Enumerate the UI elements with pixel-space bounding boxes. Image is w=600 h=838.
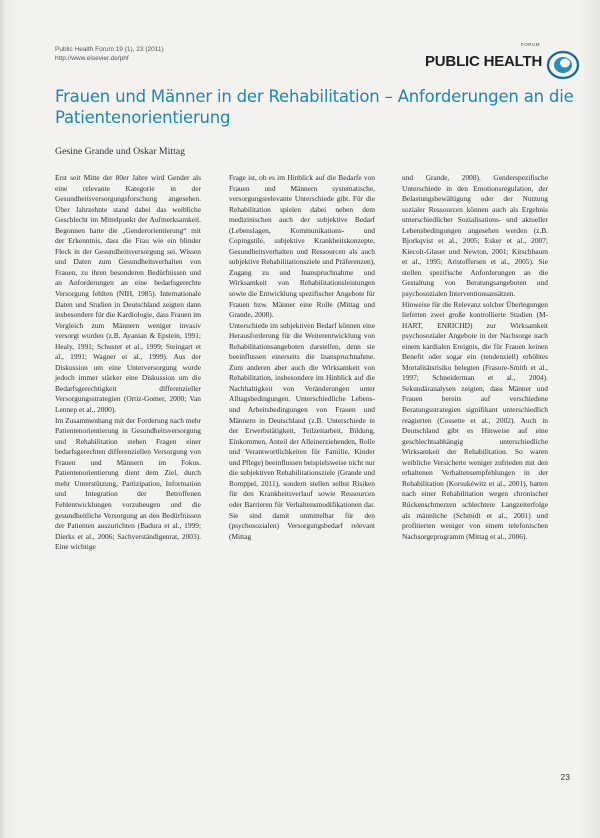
article-authors: Gesine Grande und Oskar Mittag [55, 146, 186, 157]
article-title: Frauen und Männer in der Rehabilitation – Anforderungen an die Patientenorientierung [55, 87, 574, 127]
paragraph: Erst seit Mitte der 80er Jahre wird Gender als eine relevante Kategorie in der Gesundheitsversorgungsforschung angesehen. Über Jahrzehnte stand dabei das weibliche Geschlecht im Mittelpunkt der Aufmerksamkeit. Begonnen hatte die „Genderorientierung“ mit der Erkenntnis, dass die Frau wie ein blinder Fleck in der Gesundheitsversorgung sei. Wissen und Daten zum Gesundheitsverhalten von Frauen, zu ihren besonderen Bedürfnissen und an Anforderungen an eine bedarfsgerechte Versorgung fehlten (NIH, 1985). Internationale Daten und Studien in Deutschland zeigten dann insbesondere für die Kardiologie, dass Frauen im Vergleich zum Männern weniger invasiv versorgt wurden (z.B. Ayanian & Epstein, 1991; Healy, 1991; Schuster et al., 1999; Steingart et al., 1991; Wagner et al., 1999). Aus der Diskussion um eine Unterversorgung wurde jedoch immer stärker eine Diskussion um die Bedarfsgerechtigkeit differenzieller Versorgungsstrategien (Ortiz-Gomer, 2000; Van Lennep et al., 2000). [55, 173, 201, 415]
page-number: 23 [560, 772, 570, 782]
paragraph: Hinweise für die Relevanz solcher Überlegungen lieferten zwei große kontrollierte Studien (M-HART, ENRICHD) zur Wirksamkeit psychosozialer Angebote in der Nachsorge nach einem kardialen Ereignis, die für Frauen keinen Benefit oder sogar ein (tendenziell) erhöhtes Mortalitätsrisiko belegten (Frasure-Smith et al., 1997; Schneiderman et al., 2004). Sekundäranalysen zeigten, dass Männer und Frauen bereits auf verschiedene Beratungsstrategien signifikant unterschiedlich reagierten (Cossette et al., 2002). Auch in Deutschland gibt es Hinweise auf eine geschlechtsabhängig unterschiedliche Wirksamkeit der Rehabilitation. So waren weibliche Versicherte weniger zufrieden mit den erhaltenen Verhaltensempfehlungen in der Rehabilitation (Korsukéwitz et al., 2001), hatten nach einer Rehabilitation wegen chronischer Rückenschmerzen schlechtere Langzeiterfolge als männliche (Schmidt et al., 2001) und profitierten weniger von einem telefonischen Nachsorgeprogramm (Mittag et al., 2006). [402, 299, 548, 541]
journal-citation: Public Health Forum 19 (1), 23 (2011) [55, 46, 164, 53]
public-health-logo-icon [546, 50, 580, 80]
text-column-2 [229, 173, 375, 542]
paragraph: Im Zusammenhang mit der Forderung nach mehr Patientenorientierung in Gesundheitsversorgung und Rehabilitation stehen Fragen einer bedarfsgerechten differenziellen Versorgung von Frauen und Männern im Fokus. Patientenorientierung dient dem Ziel, durch mehr Unterstützung, Partizipation, Information und Integration der Betroffenen Fehlentwicklungen vorzubeugen und die gesundheitliche Versorgung an den Bedürfnissen der Patienten auszurichten (Badura et al., 1999; Dierks et al., 2006; Sachverständigenrat, 2003). Eine wichtige [55, 415, 201, 552]
journal-brand [405, 38, 580, 82]
brand-forum-label: FORUM [521, 42, 540, 47]
text-column-3 [402, 173, 548, 542]
paragraph: Unterschiede im subjektiven Bedarf können eine Herausforderung für die Weiterentwicklung von Rehabilitationsangeboten darstellen, denn sie beeinflussen einerseits die Inanspruchnahme. Zum anderen aber auch die Wirksamkeit von Rehabilitation, insbesondere im Hinblick auf die Nachhaltigkeit von Veränderungen unter Alltagsbedingungen. Unterschiedliche Lebens- und Arbeitsbedingungen von Frauen und Männern in Deutschland (z.B. Unterschiede in der Erwerbstätigkeit, Teilzeitarbeit, Bildung, Einkommen, Anteil der Alleinerziehenden, Rolle und Verantwortlichkeiten für Familie, Kinder und Pflege) beeinflussen beispielsweise nicht nur die subjektiven Rehabilitationsziele (Grande und Romppel, 2011), sondern stellen selbst Risiken für den Krankheitsverlauf sowie Ressourcen oder Barrieren für Verhaltensmodifikationen dar. Sie sind damit unmittelbar für den (psychosozialen) Versorgungsbedarf relevant (Mittag [229, 320, 375, 541]
paragraph: und Grande, 2008). Genderspezifische Unterschiede in den Emotionsregulation, der Belastungsbewältigung oder der Nutzung sozialer Ressourcen können auch als Ergebnis unterschiedlicher Sozialisations- und aktueller Lebensbedingungen angesehen werden (z.B. Bjorkqvist et al., 2005; Esker et al., 2007; Kiecolt-Glaser und Newton, 2001; Kirschbaum et al., 1995; Aristoffersen et al., 2005). Sie stellen spezifische Anforderungen an die Gestaltung von Beratungsangeboten und psychosozialen Interventionsansätzen. [402, 173, 548, 299]
text-column-1 [55, 173, 201, 553]
page-edge-shadow [0, 0, 6, 838]
brand-name: PUBLIC HEALTH [425, 53, 543, 70]
journal-url: http://www.elsevier.de/phf [55, 54, 129, 62]
journal-meta [55, 46, 164, 63]
paragraph: Frage ist, ob es im Hinblick auf die Bedarfe von Frauen und Männern systematische, versorgungsrelevante Unterschiede gibt. Für die Rehabilitation spielen dabei neben dem medizinischen auch der subjektive Bedarf (Lebenslagen, Kommunikations- und Copingstile, subjektive Krankheitskonzepte, Gesundheitsverhalten und Ressourcen als auch subjektive Rehabilitationsziele und Präferenzen), Zugang zu und Inanspruchnahme und Wirksamkeit von Rehabilitationsleistungen sowie die Entwicklung spezifischer Angebote für Frauen bzw. Männer eine Rolle (Mittag und Grande, 2008). [229, 173, 375, 320]
